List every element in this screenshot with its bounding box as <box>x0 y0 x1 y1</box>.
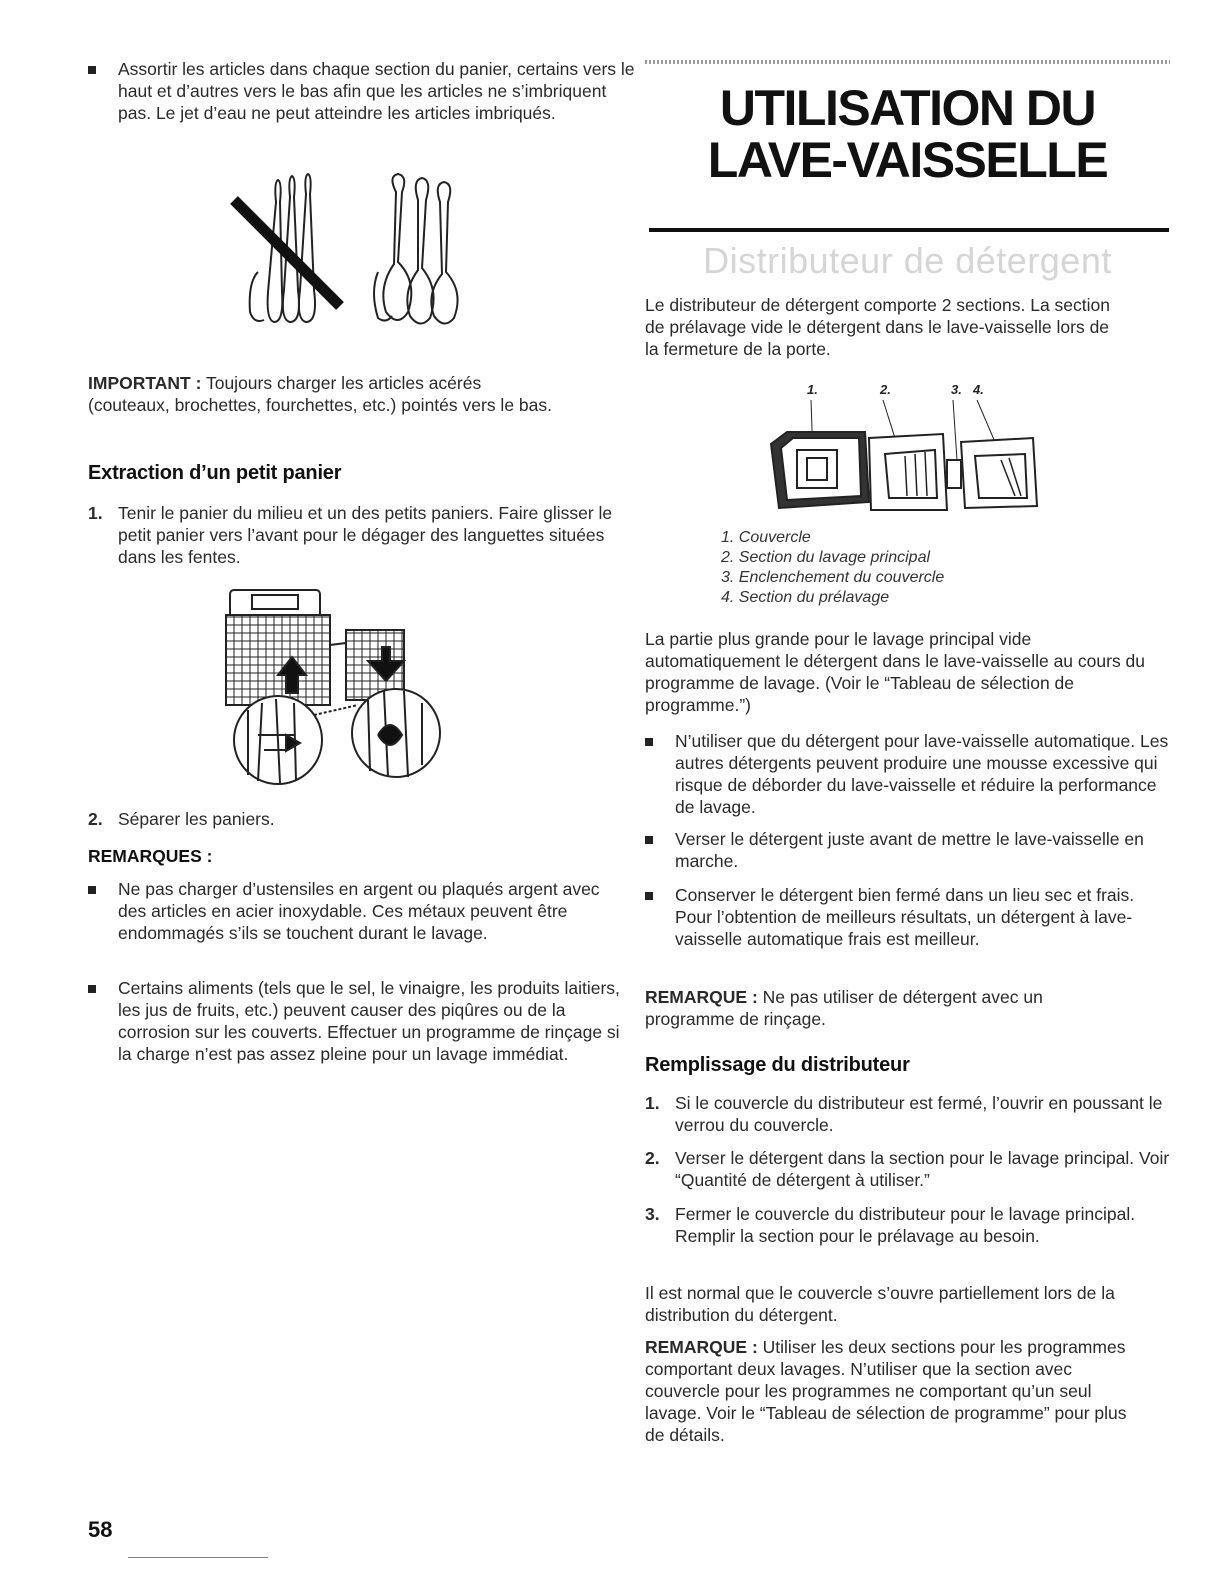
important-label: IMPORTANT : <box>88 373 202 393</box>
step-number: 2. <box>88 809 103 829</box>
dispenser-figure <box>765 382 1065 522</box>
callout-3: 3. <box>951 382 962 397</box>
lid-latch <box>947 460 961 488</box>
basket-illustration <box>218 585 458 790</box>
extraction-step-2 <box>88 808 633 830</box>
remarque-paragraph-1 <box>645 986 1115 1030</box>
silverware-illustration <box>228 172 468 332</box>
page-number: 58 <box>88 1517 113 1542</box>
step-text: Fermer le couvercle du distributeur pour le lavage principal. Remplir la section pour le prélavage au besoin. <box>675 1204 1136 1246</box>
callout-1: 1. <box>807 382 818 397</box>
footer-rule <box>128 1557 268 1558</box>
normal-paragraph: Il est normal que le couvercle s’ouvre partiellement lors de la distribution du détergent. <box>645 1283 1115 1325</box>
remarque-label: REMARQUE : <box>645 987 758 1007</box>
remarque-label: REMARQUE : <box>645 1337 758 1357</box>
important-paragraph <box>88 372 563 416</box>
step-number: 1. <box>88 503 103 523</box>
fork-outline <box>299 174 315 322</box>
step-text: Verser le détergent dans la section pour le lavage principal. Voir “Quantité de détergent à utiliser.” <box>675 1148 1170 1190</box>
detergent-bullet: N’utiliser que du détergent pour lave-vaisselle automatique. Les autres détergents peuvent produire une mousse excessive qui risque de déborder du lave-vaisselle et réduire la performance de lavage. <box>645 730 1175 818</box>
step-number: 2. <box>645 1148 660 1168</box>
page-title <box>645 82 1170 186</box>
legend-item: 2. Section du lavage principal <box>721 549 931 566</box>
fill-heading: Remplissage du distributeur <box>645 1054 910 1076</box>
intro-bullet: Assortir les articles dans chaque section du panier, certains vers le haut et d’autres vers le bas afin que les articles ne s’imbriquent pas. Le jet d’eau ne peut atteindre les articles imbriqués. <box>88 58 638 124</box>
fill-step-2 <box>645 1147 1175 1191</box>
step-number: 3. <box>645 1204 660 1224</box>
section-heading: Distributeur de détergent <box>703 240 1112 281</box>
legend-item: 4. Section du prélavage <box>721 589 890 606</box>
important-text: Toujours charger les articles acérés (couteaux, brochettes, fourchettes, etc.) pointés vers le bas. <box>88 373 552 415</box>
step-text: Si le couvercle du distributeur est fermé, l’ouvrir en poussant le verrou du couvercle. <box>675 1093 1163 1135</box>
remarque-text: Ne pas utiliser de détergent avec un programme de rinçage. <box>645 987 1043 1029</box>
callout-2: 2. <box>880 382 891 397</box>
legend-item: 3. Enclenchement du couvercle <box>721 569 945 586</box>
spoon-outline <box>431 182 457 324</box>
extraction-heading: Extraction d’un petit panier <box>88 462 342 484</box>
figure-legend <box>721 528 1141 608</box>
step-text: Tenir le panier du milieu et un des petits paniers. Faire glisser le petit panier vers l’avant pour le dégager des languettes situées dans les fentes. <box>118 503 613 567</box>
top-dotted-rule <box>645 60 1170 64</box>
dispenser-intro: Le distributeur de détergent comporte 2 sections. La section de prélavage vide le détergent dans le lave-vaisselle lors de la fermeture de la porte. <box>645 295 1110 359</box>
page-title-line-2: LAVE-VAISSELLE <box>707 132 1108 188</box>
title-rule <box>649 228 1169 232</box>
detergent-bullet: Conserver le détergent bien fermé dans un lieu sec et frais. Pour l’obtention de meilleurs résultats, un détergent à lave-vaisselle automatique frais est meilleur. <box>645 884 1175 950</box>
step-text: Séparer les paniers. <box>118 809 275 829</box>
main-wash-paragraph: La partie plus grande pour le lavage principal vide automatiquement le détergent dans le lave-vaisselle au cours du programme de lavage. (Voir le “Tableau de sélection de programme.”) <box>645 629 1146 715</box>
remarque-bullet: Ne pas charger d’ustensiles en argent ou plaqués argent avec des articles en acier inoxydable. Ces métaux peuvent être endommagés s’ils se touchent durant le lavage. <box>88 878 623 944</box>
step-number: 1. <box>645 1093 660 1113</box>
detergent-bullet: Verser le détergent juste avant de mettre le lave-vaisselle en marche. <box>645 828 1155 872</box>
callout-4: 4. <box>973 382 984 397</box>
remarque-text: Utiliser les deux sections pour les programmes comportant deux lavages. N’utiliser que la section avec couvercle pour les programmes ne comportant qu’un seul lavage. Voir le “Tableau de sélection de programme” pour plus de détails. <box>645 1337 1127 1445</box>
legend-item: 1. Couvercle <box>721 529 811 546</box>
extraction-step-1 <box>88 502 633 568</box>
remarque-bullet: Certains aliments (tels que le sel, le vinaigre, les produits laitiers, les jus de fruits, etc.) peuvent causer des piqûres ou de la corrosion sur les couverts. Effectuer un programme de rinçage si la charge n’est pas assez pleine pour un lavage immédiat. <box>88 977 628 1065</box>
dispenser-illustration <box>765 398 1065 522</box>
fill-step-1 <box>645 1092 1170 1136</box>
remarque-paragraph-2 <box>645 1336 1145 1446</box>
fill-step-3 <box>645 1203 1145 1247</box>
remarques-label: REMARQUES : <box>88 846 213 866</box>
page-title-line-1: UTILISATION DU <box>719 80 1096 136</box>
